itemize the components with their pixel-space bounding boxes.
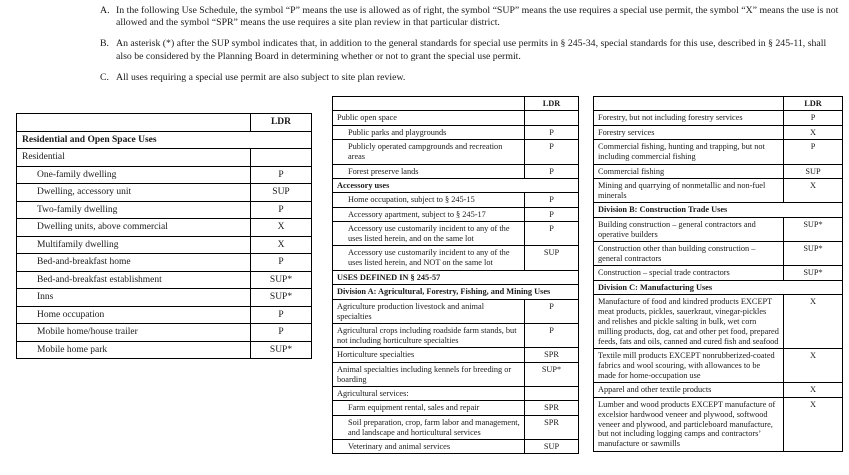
ldr-value-cell: P [251,324,312,342]
section-label: Residential and Open Space Uses [17,131,312,149]
use-label-cell: Textile mill products EXCEPT nonrubberized-coated fabrics and wool scouring, with allowances to be made for home-occupation use [594,349,784,383]
use-label-cell: Multifamily dwelling [17,236,251,254]
use-row [594,164,843,178]
table-header-row [17,114,312,132]
use-row [333,207,579,221]
header-empty-cell [594,97,784,111]
use-label-cell: Public open space [333,111,525,125]
ldr-value-cell: P [525,323,579,347]
ldr-value-cell: P [251,166,312,184]
section-row [333,270,579,284]
ldr-value-cell: SUP* [525,362,579,386]
use-row [594,295,843,349]
use-label-cell: Construction – special trade contractors [594,266,784,280]
use-row [333,246,579,270]
paragraph-text: All uses requiring a special use permit are also subject to site plan review. [116,71,406,83]
use-row [333,348,579,362]
ldr-value-cell: SUP [525,246,579,270]
use-row [333,440,579,454]
use-row [17,306,312,324]
ldr-value-cell: SUP [251,184,312,202]
use-label-cell: Building construction – general contractors and operative builders [594,217,784,241]
ldr-value-cell [525,386,579,400]
use-row [333,193,579,207]
intro-paragraphs [100,5,842,93]
use-row [333,401,579,415]
section-label: Division C: Manufacturing Uses [594,280,843,294]
section-label: Division A: Agricultural, Forestry, Fishing, and Mining Uses [333,285,579,299]
ldr-value-cell: P [251,254,312,272]
use-label-cell: Inns [17,289,251,307]
use-row [333,140,579,164]
use-table [16,113,312,359]
use-row [594,111,843,125]
paragraph-letter: B. [100,38,109,50]
use-row [594,383,843,397]
ldr-value-cell: P [525,140,579,164]
use-label-cell: Two-family dwelling [17,201,251,219]
use-row [333,415,579,439]
use-row [17,201,312,219]
use-label-cell: Agricultural crops including roadside farm stands, but not including horticulture specialties [333,323,525,347]
ldr-value-cell: P [525,193,579,207]
use-label-cell: Commercial fishing, hunting and trapping, but not including commercial fishing [594,140,784,164]
use-label-cell: Home occupation, subject to § 245-15 [333,193,525,207]
use-row [594,140,843,164]
use-row [333,164,579,178]
use-label-cell: Mobile home/house trailer [17,324,251,342]
use-label-cell: Forestry services [594,125,784,139]
use-row [17,219,312,237]
use-row [594,397,843,451]
use-row [17,236,312,254]
use-row [333,323,579,347]
ldr-value-cell: P [525,299,579,323]
use-row [333,111,579,125]
ldr-value-cell: P [525,222,579,246]
use-row [17,271,312,289]
header-empty-cell [333,97,525,111]
ldr-value-cell: X [784,178,843,202]
ldr-value-cell: SPR [525,348,579,362]
ldr-value-cell: X [251,219,312,237]
use-label-cell: Animal specialties including kennels for breeding or boarding [333,362,525,386]
ldr-value-cell: SUP* [251,289,312,307]
use-label-cell: Home occupation [17,306,251,324]
paragraph-text: In the following Use Schedule, the symbol “P” means the use is allowed as of right, the symbol “SUP” means the use requires a special use permit, the symbol “X” means the use is not allowed and the symbol “SPR” means the use requires a site plan review in that particular district. [116,5,839,29]
use-label-cell: Commercial fishing [594,164,784,178]
use-row [333,362,579,386]
use-table [593,96,843,452]
ldr-value-cell: SUP* [784,266,843,280]
ldr-value-cell: SUP* [251,341,312,359]
ldr-column-header: LDR [525,97,579,111]
ldr-value-cell: SPR [525,415,579,439]
use-label-cell: Residential [17,149,251,167]
ldr-value-cell: SUP [784,164,843,178]
section-row [17,131,312,149]
ldr-column-header: LDR [251,114,312,132]
table-header-row [333,97,579,111]
use-label-cell: Accessory use customarily incident to any of the uses listed herein, and on the same lot [333,222,525,246]
ldr-value-cell: P [784,140,843,164]
use-label-cell: Construction other than building construction – general contractors [594,241,784,265]
use-row [594,241,843,265]
ldr-value-cell [525,111,579,125]
use-schedule-table-divisions [593,96,843,452]
paragraph-c [100,72,842,84]
table-header-row [594,97,843,111]
paragraph-a [100,5,842,29]
use-row [594,349,843,383]
ldr-value-cell: SUP* [784,217,843,241]
use-row [594,266,843,280]
ldr-value-cell: SUP* [784,241,843,265]
use-row [594,217,843,241]
ldr-value-cell: X [784,125,843,139]
use-row [17,184,312,202]
ldr-value-cell: P [251,306,312,324]
use-label-cell: Dwelling units, above commercial [17,219,251,237]
section-label: Accessory uses [333,178,579,192]
ldr-value-cell: X [784,383,843,397]
use-label-cell: Dwelling, accessory unit [17,184,251,202]
ldr-value-cell: X [251,236,312,254]
use-label-cell: Publicly operated campgrounds and recreation areas [333,140,525,164]
paragraph-b [100,38,842,62]
use-label-cell: Public parks and playgrounds [333,125,525,139]
ldr-value-cell: P [525,207,579,221]
use-label-cell: Bed-and-breakfast establishment [17,271,251,289]
use-label-cell: Lumber and wood products EXCEPT manufacture of excelsior hardwood veneer and plywood, softwood veneer and plywood, and particleboard manufacture, but not including logging camps and contractors’ manufacture or sawmills [594,397,784,451]
use-row [17,149,312,167]
section-row [333,285,579,299]
ldr-value-cell: SPR [525,401,579,415]
use-label-cell: Forestry, but not including forestry services [594,111,784,125]
use-label-cell: Soil preparation, crop, farm labor and management, and landscape and horticultural services [333,415,525,439]
paragraph-letter: A. [100,5,110,16]
ldr-column-header: LDR [784,97,843,111]
ldr-value-cell: P [525,125,579,139]
ldr-value-cell: X [784,397,843,451]
section-row [594,280,843,294]
use-label-cell: Manufacture of food and kindred products EXCEPT meat products, pickles, sauerkraut, vinegar-pickles and relishes and pickle salting in bulk, wet corn milling products, dog, cat and other pet food, prepared feeds, fats and oils, canned and cured fish and seafood [594,295,784,349]
use-label-cell: Horticulture specialties [333,348,525,362]
header-empty-cell [17,114,251,132]
use-label-cell: Agriculture production livestock and animal specialties [333,299,525,323]
use-row [17,166,312,184]
ldr-value-cell: P [525,164,579,178]
ldr-value-cell: P [251,201,312,219]
ldr-value-cell: P [784,111,843,125]
use-label-cell: Accessory use customarily incident to any of the uses listed herein, and NOT on the same lot [333,246,525,270]
ldr-value-cell: X [784,295,843,349]
paragraph-letter: C. [100,71,109,83]
section-label: Division B: Construction Trade Uses [594,203,843,217]
section-label: USES DEFINED IN § 245-57 [333,270,579,284]
use-row [594,125,843,139]
use-row [333,386,579,400]
use-schedule-table-open-space-accessory [332,96,579,454]
use-label-cell: Mobile home park [17,341,251,359]
use-label-cell: Accessory apartment, subject to § 245-17 [333,207,525,221]
use-table [332,96,579,454]
use-row [594,178,843,202]
use-label-cell: Apparel and other textile products [594,383,784,397]
use-label-cell: One-family dwelling [17,166,251,184]
use-label-cell: Mining and quarrying of nonmetallic and non-fuel minerals [594,178,784,202]
use-row [333,299,579,323]
use-label-cell: Farm equipment rental, sales and repair [333,401,525,415]
ldr-value-cell [251,149,312,167]
use-row [17,341,312,359]
use-label-cell: Bed-and-breakfast home [17,254,251,272]
use-row [17,254,312,272]
section-row [333,178,579,192]
paragraph-text: An asterisk (*) after the SUP symbol indicates that, in addition to the general standards for special use permits in § 245-34, special standards for this use, described in § 245-11, shall also be considered by the Planning Board in determining whether or not to grant the special use permit. [116,38,827,62]
use-schedule-table-residential [16,113,312,359]
use-row [333,125,579,139]
use-label-cell: Veterinary and animal services [333,440,525,454]
use-row [17,289,312,307]
use-label-cell: Forest preserve lands [333,164,525,178]
ldr-value-cell: SUP* [251,271,312,289]
use-row [17,324,312,342]
use-label-cell: Agricultural services: [333,386,525,400]
section-row [594,203,843,217]
use-row [333,222,579,246]
ldr-value-cell: SUP [525,440,579,454]
ldr-value-cell: X [784,349,843,383]
